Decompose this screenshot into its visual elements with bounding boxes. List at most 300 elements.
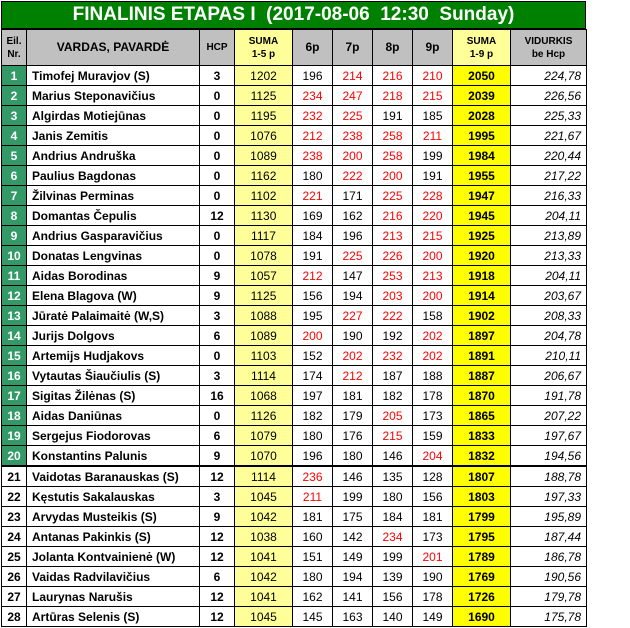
game-7-cell: 175: [333, 507, 373, 527]
game-9-cell: 200: [413, 246, 453, 266]
sum-1-5-cell: 1117: [235, 226, 293, 246]
average-cell: 225,33: [511, 106, 587, 126]
rank-cell: 3: [2, 106, 27, 126]
sum-1-9-cell: 1769: [453, 567, 511, 587]
table-row: [2, 607, 587, 627]
rank-cell: 1: [2, 66, 27, 86]
rank-cell: 23: [2, 507, 27, 527]
game-8-cell: 222: [373, 306, 413, 326]
game-7-cell: 180: [333, 446, 373, 467]
rank-cell: 9: [2, 226, 27, 246]
table-row: [2, 266, 587, 286]
table-row: [2, 286, 587, 306]
sum-1-5-cell: 1126: [235, 406, 293, 426]
results-table: [1, 29, 587, 627]
sum-1-5-cell: 1125: [235, 286, 293, 306]
handicap-cell: 9: [200, 507, 235, 527]
game-6-cell: 196: [293, 66, 333, 86]
game-7-cell: 146: [333, 466, 373, 487]
handicap-cell: 0: [200, 346, 235, 366]
handicap-cell: 3: [200, 306, 235, 326]
rank-cell: 11: [2, 266, 27, 286]
game-9-cell: 173: [413, 527, 453, 547]
average-cell: 190,56: [511, 567, 587, 587]
average-cell: 206,67: [511, 366, 587, 386]
game-6-cell: 174: [293, 366, 333, 386]
table-row: [2, 567, 587, 587]
header-game-8: 8p: [373, 30, 413, 66]
sum-1-5-cell: 1068: [235, 386, 293, 406]
rank-cell: 28: [2, 607, 27, 627]
game-8-cell: 184: [373, 507, 413, 527]
average-cell: 210,11: [511, 346, 587, 366]
handicap-cell: 0: [200, 106, 235, 126]
game-7-cell: 190: [333, 326, 373, 346]
player-name: Arvydas Musteikis (S): [27, 507, 200, 527]
handicap-cell: 12: [200, 587, 235, 607]
game-8-cell: 180: [373, 487, 413, 507]
player-name: Aidas Borodinas: [27, 266, 200, 286]
table-row: [2, 206, 587, 226]
handicap-cell: 3: [200, 366, 235, 386]
player-name: Vaidas Radvilavičius: [27, 567, 200, 587]
player-name: Artūras Selenis (S): [27, 607, 200, 627]
game-9-cell: 202: [413, 326, 453, 346]
sum-1-5-cell: 1042: [235, 507, 293, 527]
sum-1-5-cell: 1089: [235, 146, 293, 166]
game-6-cell: 197: [293, 386, 333, 406]
handicap-cell: 12: [200, 527, 235, 547]
sum-1-5-cell: 1079: [235, 426, 293, 446]
game-9-cell: 199: [413, 146, 453, 166]
player-name: Domantas Čepulis: [27, 206, 200, 226]
game-6-cell: 196: [293, 446, 333, 467]
table-row: [2, 86, 587, 106]
rank-cell: 25: [2, 547, 27, 567]
rank-cell: 18: [2, 406, 27, 426]
player-name: Artemijs Hudjakovs: [27, 346, 200, 366]
sum-1-5-cell: 1045: [235, 487, 293, 507]
game-9-cell: 159: [413, 426, 453, 446]
sum-1-9-cell: 1870: [453, 386, 511, 406]
rank-cell: 4: [2, 126, 27, 146]
game-8-cell: 225: [373, 186, 413, 206]
sum-1-5-cell: 1089: [235, 326, 293, 346]
table-row: [2, 527, 587, 547]
sum-1-5-cell: 1114: [235, 466, 293, 487]
table-row: [2, 426, 587, 446]
game-7-cell: 141: [333, 587, 373, 607]
handicap-cell: 9: [200, 266, 235, 286]
sum-1-5-cell: 1162: [235, 166, 293, 186]
average-cell: 224,78: [511, 66, 587, 86]
player-name: Sergejus Fiodorovas: [27, 426, 200, 446]
game-6-cell: 238: [293, 146, 333, 166]
game-6-cell: 156: [293, 286, 333, 306]
rank-cell: 13: [2, 306, 27, 326]
game-9-cell: 204: [413, 446, 453, 467]
average-cell: 186,78: [511, 547, 587, 567]
game-7-cell: 214: [333, 66, 373, 86]
game-6-cell: 169: [293, 206, 333, 226]
game-6-cell: 180: [293, 567, 333, 587]
sum-1-5-cell: 1195: [235, 106, 293, 126]
game-8-cell: 187: [373, 366, 413, 386]
handicap-cell: 12: [200, 466, 235, 487]
game-7-cell: 171: [333, 186, 373, 206]
table-row: [2, 226, 587, 246]
average-cell: 204,11: [511, 266, 587, 286]
sum-1-9-cell: 1914: [453, 286, 511, 306]
header-sum-1-9: SUMA 1-9 p: [453, 30, 511, 66]
game-8-cell: 253: [373, 266, 413, 286]
sum-1-9-cell: 1803: [453, 487, 511, 507]
handicap-cell: 0: [200, 406, 235, 426]
sum-1-9-cell: 1807: [453, 466, 511, 487]
player-name: Aidas Daniūnas: [27, 406, 200, 426]
game-9-cell: 185: [413, 106, 453, 126]
sum-1-5-cell: 1038: [235, 527, 293, 547]
game-7-cell: 176: [333, 426, 373, 446]
game-8-cell: 205: [373, 406, 413, 426]
game-9-cell: 178: [413, 386, 453, 406]
game-9-cell: 215: [413, 86, 453, 106]
player-name: Andrius Gasparavičius: [27, 226, 200, 246]
sum-1-9-cell: 1833: [453, 426, 511, 446]
game-6-cell: 160: [293, 527, 333, 547]
game-6-cell: 195: [293, 306, 333, 326]
game-8-cell: 192: [373, 326, 413, 346]
player-name: Konstantins Palunis: [27, 446, 200, 467]
rank-cell: 8: [2, 206, 27, 226]
handicap-cell: 3: [200, 487, 235, 507]
player-name: Sigitas Žilėnas (S): [27, 386, 200, 406]
average-cell: 213,33: [511, 246, 587, 266]
player-name: Vaidotas Baranauskas (S): [27, 466, 200, 487]
player-name: Jolanta Kontvainienė (W): [27, 547, 200, 567]
game-8-cell: 140: [373, 607, 413, 627]
sum-1-5-cell: 1042: [235, 567, 293, 587]
sum-1-9-cell: 1995: [453, 126, 511, 146]
table-row: [2, 446, 587, 467]
game-7-cell: 194: [333, 567, 373, 587]
average-cell: 175,78: [511, 607, 587, 627]
handicap-cell: 16: [200, 386, 235, 406]
sum-1-5-cell: 1057: [235, 266, 293, 286]
player-name: Paulius Bagdonas: [27, 166, 200, 186]
game-7-cell: 200: [333, 146, 373, 166]
game-9-cell: 210: [413, 66, 453, 86]
game-9-cell: 220: [413, 206, 453, 226]
average-cell: 204,78: [511, 326, 587, 346]
average-cell: 187,44: [511, 527, 587, 547]
game-8-cell: 139: [373, 567, 413, 587]
game-7-cell: 238: [333, 126, 373, 146]
player-name: Marius Steponavičius: [27, 86, 200, 106]
average-cell: 204,11: [511, 206, 587, 226]
game-7-cell: 194: [333, 286, 373, 306]
game-9-cell: 149: [413, 607, 453, 627]
game-6-cell: 236: [293, 466, 333, 487]
game-8-cell: 200: [373, 166, 413, 186]
game-6-cell: 182: [293, 406, 333, 426]
game-9-cell: 181: [413, 507, 453, 527]
average-cell: 197,33: [511, 487, 587, 507]
average-cell: 197,67: [511, 426, 587, 446]
game-8-cell: 215: [373, 426, 413, 446]
results-body: [2, 66, 587, 627]
table-row: [2, 246, 587, 266]
sum-1-9-cell: 1799: [453, 507, 511, 527]
handicap-cell: 12: [200, 206, 235, 226]
game-6-cell: 184: [293, 226, 333, 246]
handicap-cell: 6: [200, 326, 235, 346]
player-name: Janis Zemitis: [27, 126, 200, 146]
sum-1-9-cell: 1865: [453, 406, 511, 426]
average-cell: 191,78: [511, 386, 587, 406]
game-7-cell: 196: [333, 226, 373, 246]
table-row: [2, 366, 587, 386]
table-header-row: [2, 30, 587, 66]
player-name: Jurijs Dolgovs: [27, 326, 200, 346]
average-cell: 195,89: [511, 507, 587, 527]
handicap-cell: 0: [200, 186, 235, 206]
game-7-cell: 142: [333, 527, 373, 547]
sum-1-9-cell: 1945: [453, 206, 511, 226]
game-6-cell: 180: [293, 426, 333, 446]
player-name: Andrius Andruška: [27, 146, 200, 166]
sum-1-5-cell: 1088: [235, 306, 293, 326]
player-name: Kęstutis Sakalauskas: [27, 487, 200, 507]
game-7-cell: 222: [333, 166, 373, 186]
game-7-cell: 147: [333, 266, 373, 286]
game-7-cell: 227: [333, 306, 373, 326]
sum-1-5-cell: 1078: [235, 246, 293, 266]
game-8-cell: 191: [373, 106, 413, 126]
header-game-9: 9p: [413, 30, 453, 66]
game-6-cell: 151: [293, 547, 333, 567]
sum-1-9-cell: 1891: [453, 346, 511, 366]
game-9-cell: 201: [413, 547, 453, 567]
game-8-cell: 182: [373, 386, 413, 406]
rank-cell: 27: [2, 587, 27, 607]
game-7-cell: 202: [333, 346, 373, 366]
sum-1-9-cell: 1795: [453, 527, 511, 547]
table-row: [2, 326, 587, 346]
table-row: [2, 306, 587, 326]
game-8-cell: 234: [373, 527, 413, 547]
game-8-cell: 232: [373, 346, 413, 366]
sum-1-9-cell: 1947: [453, 186, 511, 206]
game-6-cell: 145: [293, 607, 333, 627]
average-cell: 226,56: [511, 86, 587, 106]
sum-1-5-cell: 1114: [235, 366, 293, 386]
player-name: Algirdas Motiejūnas: [27, 106, 200, 126]
game-7-cell: 199: [333, 487, 373, 507]
game-9-cell: 173: [413, 406, 453, 426]
sum-1-9-cell: 1918: [453, 266, 511, 286]
game-6-cell: 200: [293, 326, 333, 346]
header-rank: Eil. Nr.: [2, 30, 27, 66]
average-cell: 194,56: [511, 446, 587, 467]
rank-cell: 12: [2, 286, 27, 306]
game-8-cell: 258: [373, 146, 413, 166]
handicap-cell: 0: [200, 226, 235, 246]
game-6-cell: 211: [293, 487, 333, 507]
game-8-cell: 226: [373, 246, 413, 266]
game-8-cell: 213: [373, 226, 413, 246]
game-8-cell: 216: [373, 206, 413, 226]
sum-1-9-cell: 1897: [453, 326, 511, 346]
game-6-cell: 162: [293, 587, 333, 607]
sum-1-9-cell: 1902: [453, 306, 511, 326]
table-row: [2, 186, 587, 206]
handicap-cell: 0: [200, 246, 235, 266]
rank-cell: 14: [2, 326, 27, 346]
game-6-cell: 152: [293, 346, 333, 366]
sum-1-9-cell: 1887: [453, 366, 511, 386]
rank-cell: 5: [2, 146, 27, 166]
player-name: Timofej Muravjov (S): [27, 66, 200, 86]
header-hcp: HCP: [200, 30, 235, 66]
game-9-cell: 178: [413, 587, 453, 607]
game-7-cell: 212: [333, 366, 373, 386]
player-name: Vytautas Šiaučiulis (S): [27, 366, 200, 386]
sum-1-9-cell: 1726: [453, 587, 511, 607]
game-7-cell: 181: [333, 386, 373, 406]
handicap-cell: 9: [200, 446, 235, 467]
table-row: [2, 466, 587, 487]
sum-1-5-cell: 1130: [235, 206, 293, 226]
game-9-cell: 211: [413, 126, 453, 146]
header-name: VARDAS, PAVARDĖ: [27, 30, 200, 66]
rank-cell: 17: [2, 386, 27, 406]
handicap-cell: 0: [200, 126, 235, 146]
rank-cell: 24: [2, 527, 27, 547]
player-name: Elena Blagova (W): [27, 286, 200, 306]
header-game-7: 7p: [333, 30, 373, 66]
game-9-cell: 190: [413, 567, 453, 587]
header-game-6: 6p: [293, 30, 333, 66]
sum-1-5-cell: 1102: [235, 186, 293, 206]
table-row: [2, 146, 587, 166]
game-7-cell: 225: [333, 106, 373, 126]
sum-1-9-cell: 1832: [453, 446, 511, 467]
rank-cell: 19: [2, 426, 27, 446]
game-6-cell: 191: [293, 246, 333, 266]
game-6-cell: 180: [293, 166, 333, 186]
game-6-cell: 234: [293, 86, 333, 106]
game-9-cell: 202: [413, 346, 453, 366]
sum-1-5-cell: 1125: [235, 86, 293, 106]
average-cell: 216,33: [511, 186, 587, 206]
game-9-cell: 215: [413, 226, 453, 246]
game-7-cell: 179: [333, 406, 373, 426]
game-9-cell: 156: [413, 487, 453, 507]
sum-1-9-cell: 2050: [453, 66, 511, 86]
player-name: Antanas Pakinkis (S): [27, 527, 200, 547]
average-cell: 179,78: [511, 587, 587, 607]
table-row: [2, 166, 587, 186]
game-9-cell: 191: [413, 166, 453, 186]
game-7-cell: 149: [333, 547, 373, 567]
game-8-cell: 218: [373, 86, 413, 106]
handicap-cell: 6: [200, 426, 235, 446]
sum-1-5-cell: 1045: [235, 607, 293, 627]
player-name: Jūratė Palaimaitė (W,S): [27, 306, 200, 326]
table-row: [2, 406, 587, 426]
game-6-cell: 221: [293, 186, 333, 206]
average-cell: 213,89: [511, 226, 587, 246]
handicap-cell: 9: [200, 286, 235, 306]
game-6-cell: 232: [293, 106, 333, 126]
sum-1-5-cell: 1041: [235, 547, 293, 567]
table-row: [2, 386, 587, 406]
sum-1-5-cell: 1070: [235, 446, 293, 467]
sum-1-9-cell: 2039: [453, 86, 511, 106]
average-cell: 217,22: [511, 166, 587, 186]
rank-cell: 16: [2, 366, 27, 386]
sum-1-5-cell: 1202: [235, 66, 293, 86]
sum-1-9-cell: 1690: [453, 607, 511, 627]
game-8-cell: 199: [373, 547, 413, 567]
handicap-cell: 3: [200, 66, 235, 86]
game-8-cell: 258: [373, 126, 413, 146]
player-name: Žilvinas Perminas: [27, 186, 200, 206]
average-cell: 188,78: [511, 466, 587, 487]
handicap-cell: 12: [200, 547, 235, 567]
sum-1-9-cell: 1789: [453, 547, 511, 567]
handicap-cell: 0: [200, 166, 235, 186]
table-row: [2, 106, 587, 126]
rank-cell: 10: [2, 246, 27, 266]
rank-cell: 22: [2, 487, 27, 507]
game-9-cell: 213: [413, 266, 453, 286]
header-average: VIDURKIS be Hcp: [511, 30, 587, 66]
table-row: [2, 547, 587, 567]
average-cell: 203,67: [511, 286, 587, 306]
game-6-cell: 181: [293, 507, 333, 527]
table-row: [2, 126, 587, 146]
average-cell: 221,67: [511, 126, 587, 146]
game-7-cell: 225: [333, 246, 373, 266]
rank-cell: 2: [2, 86, 27, 106]
table-row: [2, 346, 587, 366]
handicap-cell: 6: [200, 567, 235, 587]
rank-cell: 20: [2, 446, 27, 467]
table-row: [2, 487, 587, 507]
game-6-cell: 212: [293, 266, 333, 286]
handicap-cell: 0: [200, 86, 235, 106]
game-7-cell: 163: [333, 607, 373, 627]
game-7-cell: 162: [333, 206, 373, 226]
sum-1-9-cell: 2028: [453, 106, 511, 126]
table-row: [2, 587, 587, 607]
table-row: [2, 66, 587, 86]
game-9-cell: 228: [413, 186, 453, 206]
rank-cell: 21: [2, 466, 27, 487]
rank-cell: 6: [2, 166, 27, 186]
game-8-cell: 135: [373, 466, 413, 487]
sum-1-9-cell: 1920: [453, 246, 511, 266]
average-cell: 207,22: [511, 406, 587, 426]
page-title: FINALINIS ETAPAS I (2017-08-06 12:30 Sunday): [1, 1, 586, 29]
game-9-cell: 128: [413, 466, 453, 487]
rank-cell: 7: [2, 186, 27, 206]
game-8-cell: 156: [373, 587, 413, 607]
handicap-cell: 12: [200, 607, 235, 627]
game-9-cell: 200: [413, 286, 453, 306]
